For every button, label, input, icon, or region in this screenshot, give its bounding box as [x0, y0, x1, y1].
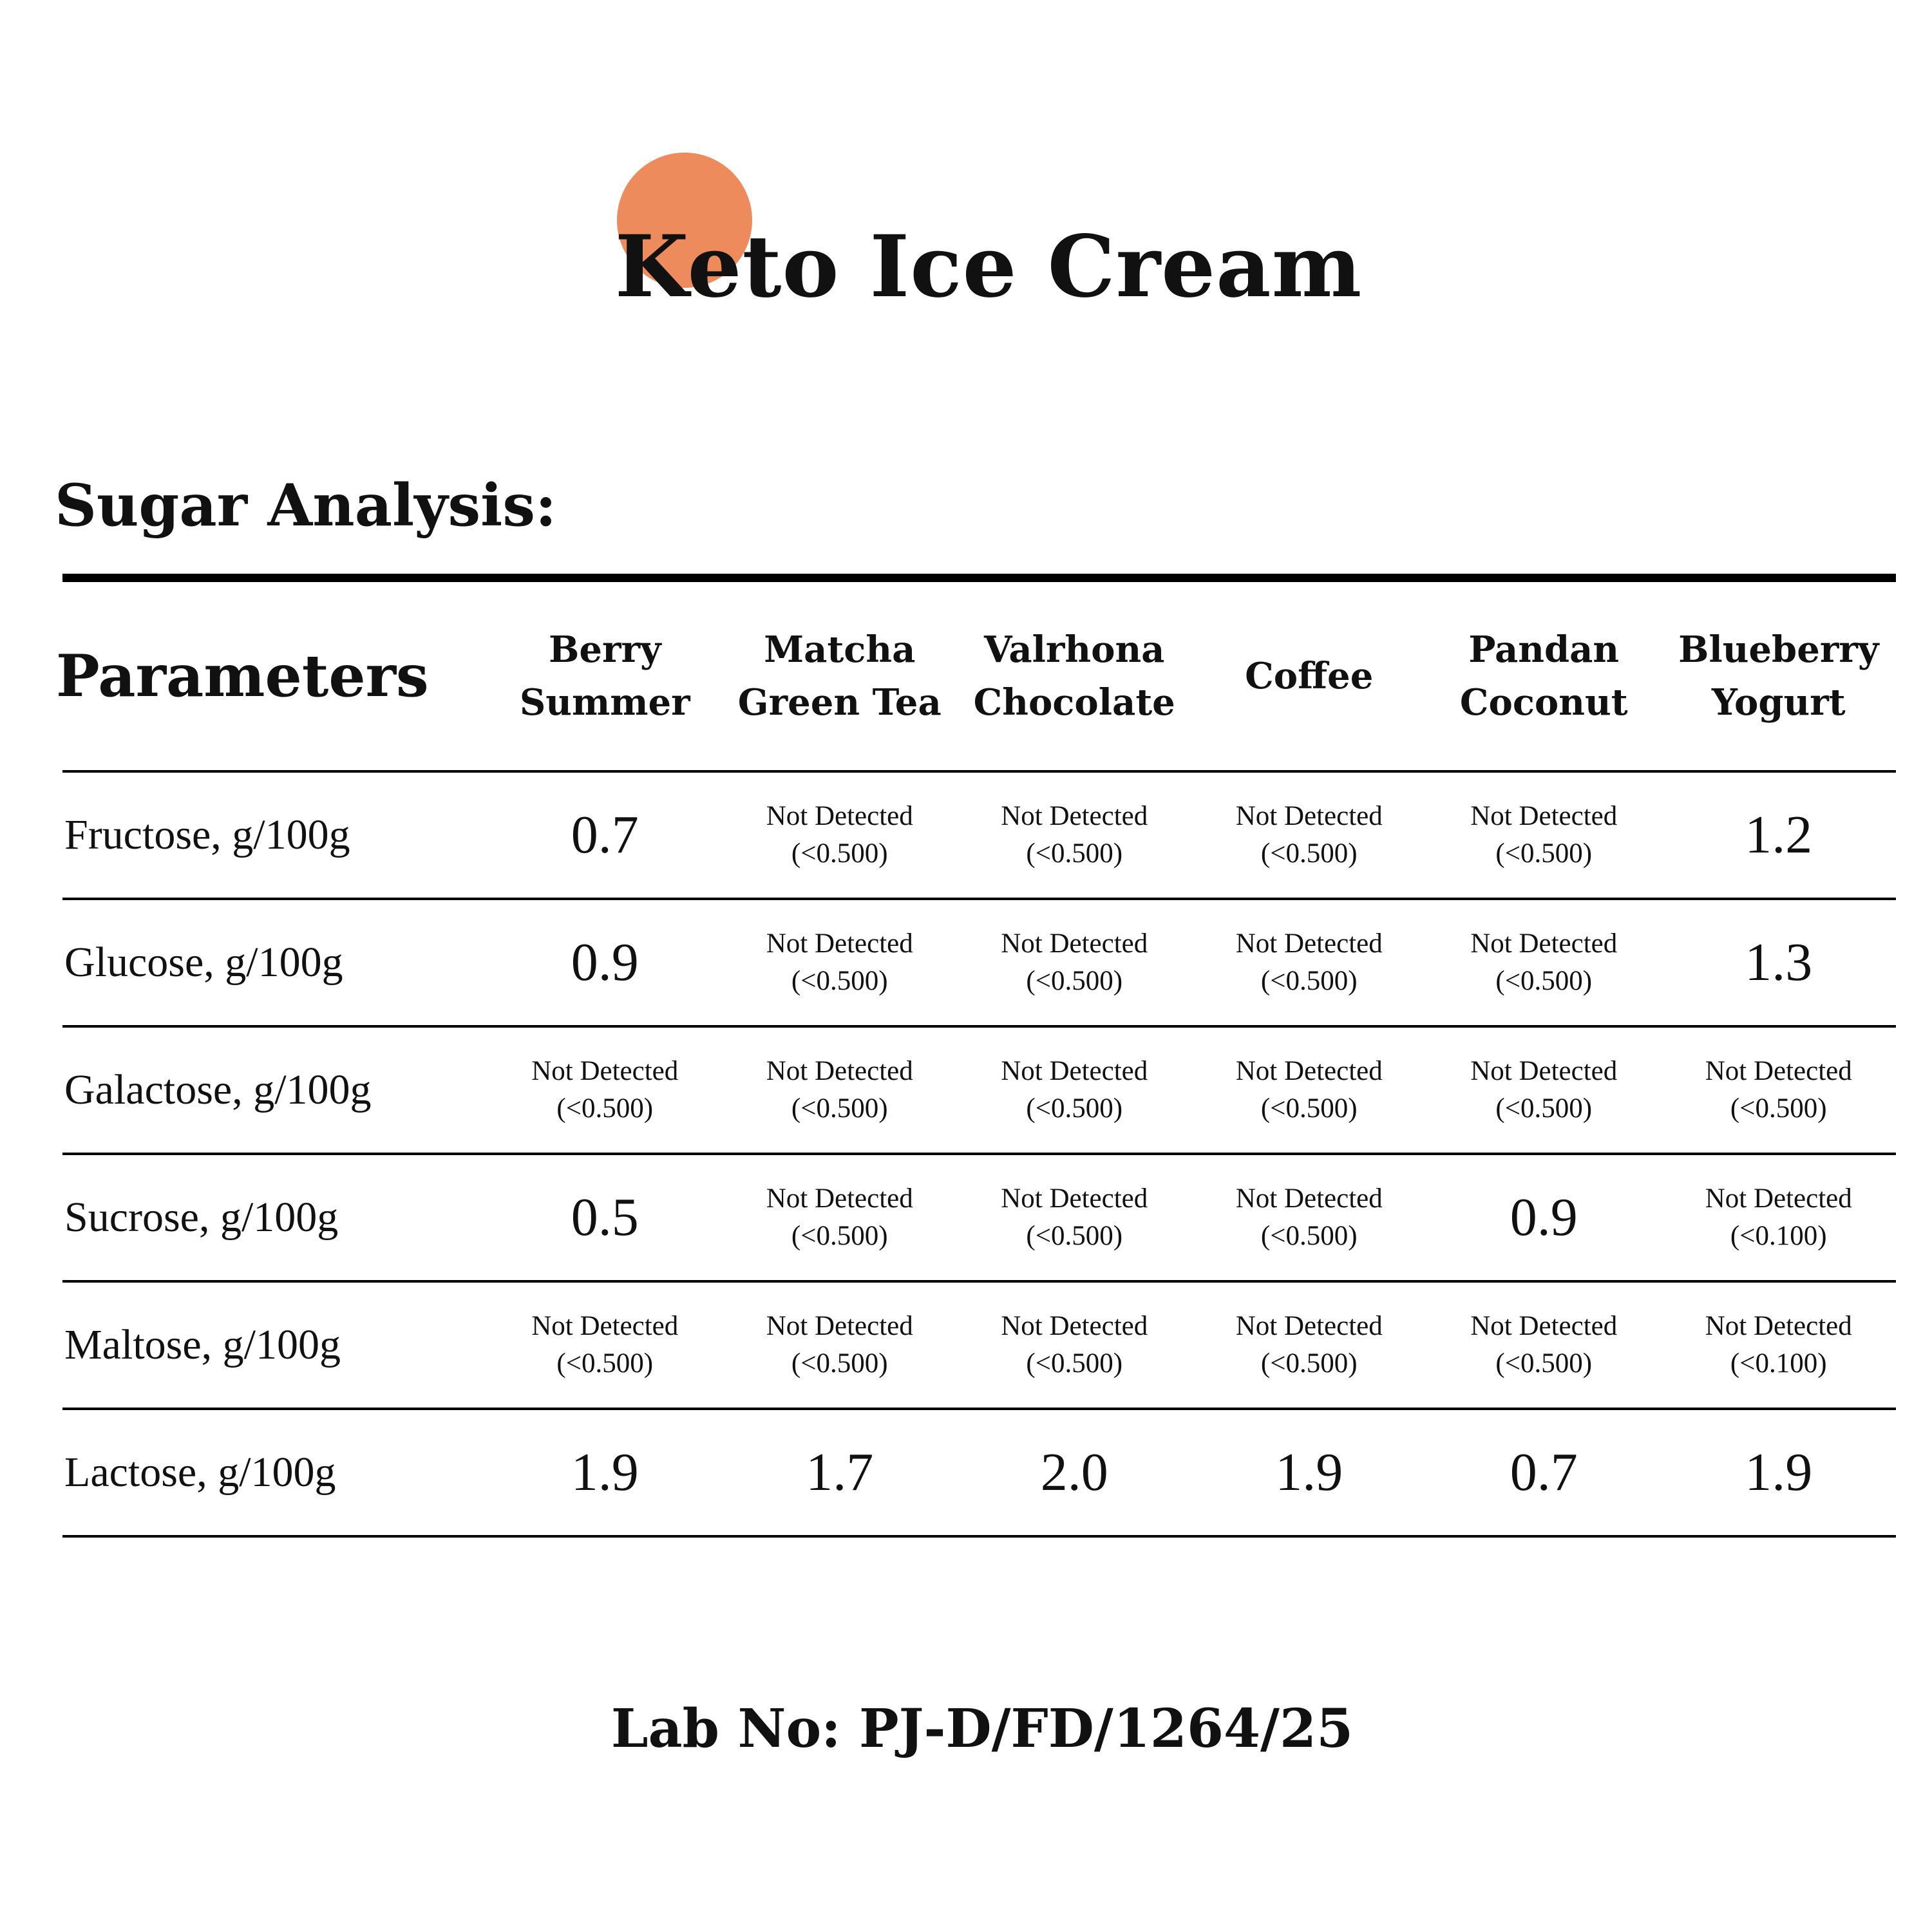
table-row	[62, 900, 1896, 1028]
table-header-row	[56, 582, 1896, 773]
table-row	[62, 1283, 1896, 1410]
param-cell	[62, 1447, 488, 1498]
section-heading: Sugar Analysis:	[55, 471, 557, 540]
table-row	[62, 1155, 1896, 1283]
not-detected-value: Not Detected (<0.500)	[1235, 801, 1383, 869]
column-header-cell	[488, 623, 723, 729]
measured-value: 1.3	[1745, 932, 1813, 992]
value-cell	[957, 1180, 1192, 1255]
value-cell	[1192, 1180, 1427, 1255]
not-detected-value: Not Detected (<0.100)	[1705, 1311, 1852, 1379]
not-detected-value: Not Detected (<0.500)	[766, 801, 913, 869]
not-detected-value: Not Detected (<0.500)	[531, 1311, 679, 1379]
measured-value: 1.2	[1745, 805, 1813, 865]
measured-value: 1.9	[571, 1442, 639, 1502]
value-cell	[723, 1053, 958, 1127]
param-cell	[62, 1064, 488, 1116]
page-title: Keto Ice Cream	[614, 217, 1363, 317]
not-detected-value: Not Detected (<0.500)	[1470, 801, 1618, 869]
not-detected-value: Not Detected (<0.500)	[1001, 1183, 1148, 1251]
not-detected-value: Not Detected (<0.500)	[1001, 928, 1148, 996]
measured-value: 0.7	[571, 805, 639, 865]
param-label: Fructose, g/100g	[64, 811, 350, 858]
param-header: Parameters	[56, 642, 429, 710]
param-label: Glucose, g/100g	[64, 939, 343, 986]
value-cell	[723, 1308, 958, 1382]
param-label: Sucrose, g/100g	[64, 1194, 339, 1241]
measured-value: 1.9	[1275, 1442, 1343, 1502]
value-cell	[1662, 804, 1897, 866]
value-cell	[957, 798, 1192, 872]
value-cell	[488, 804, 723, 866]
table-row	[62, 773, 1896, 900]
column-header: Berry Summer	[519, 628, 690, 724]
not-detected-value: Not Detected (<0.500)	[766, 1311, 913, 1379]
value-cell	[1426, 1053, 1662, 1127]
param-cell	[62, 1192, 488, 1243]
value-cell	[1426, 1187, 1662, 1248]
column-header-cell	[1192, 650, 1427, 702]
measured-value: 2.0	[1040, 1442, 1108, 1502]
column-header: Pandan Coconut	[1459, 628, 1628, 724]
value-cell	[723, 1180, 958, 1255]
param-cell	[62, 1319, 488, 1371]
value-cell	[488, 1308, 723, 1382]
value-cell	[488, 1442, 723, 1503]
value-cell	[723, 798, 958, 872]
not-detected-value: Not Detected (<0.500)	[766, 928, 913, 996]
not-detected-value: Not Detected (<0.500)	[766, 1183, 913, 1251]
column-header: Blueberry Yogurt	[1678, 628, 1879, 724]
not-detected-value: Not Detected (<0.500)	[1235, 928, 1383, 996]
value-cell	[1426, 1442, 1662, 1503]
value-cell	[1426, 798, 1662, 872]
table-row	[62, 1028, 1896, 1155]
not-detected-value: Not Detected (<0.100)	[1705, 1183, 1852, 1251]
table-body	[62, 773, 1896, 1538]
value-cell	[1192, 925, 1427, 1000]
value-cell	[1426, 925, 1662, 1000]
column-header: Coffee	[1245, 655, 1374, 697]
value-cell	[723, 925, 958, 1000]
value-cell	[1662, 932, 1897, 994]
param-cell	[62, 937, 488, 988]
table-row	[62, 1410, 1896, 1538]
column-header-cell	[723, 623, 958, 729]
not-detected-value: Not Detected (<0.500)	[531, 1056, 679, 1124]
param-cell	[62, 809, 488, 861]
not-detected-value: Not Detected (<0.500)	[1235, 1056, 1383, 1124]
lab-number: Lab No: PJ-D/FD/1264/25	[611, 1698, 1354, 1760]
column-header: Matcha Green Tea	[737, 628, 942, 724]
value-cell	[723, 1442, 958, 1503]
value-cell	[957, 1308, 1192, 1382]
value-cell	[1662, 1442, 1897, 1503]
measured-value: 0.7	[1510, 1442, 1578, 1502]
measured-value: 1.7	[806, 1442, 874, 1502]
not-detected-value: Not Detected (<0.500)	[1470, 1056, 1618, 1124]
column-header-cell	[957, 623, 1192, 729]
value-cell	[1426, 1308, 1662, 1382]
not-detected-value: Not Detected (<0.500)	[766, 1056, 913, 1124]
not-detected-value: Not Detected (<0.500)	[1001, 1056, 1148, 1124]
not-detected-value: Not Detected (<0.500)	[1001, 1311, 1148, 1379]
value-cell	[957, 1053, 1192, 1127]
column-header-cell	[1662, 623, 1897, 729]
sugar-analysis-table	[56, 582, 1896, 1538]
value-cell	[488, 1053, 723, 1127]
value-cell	[1662, 1053, 1897, 1127]
param-header-cell	[56, 641, 488, 711]
not-detected-value: Not Detected (<0.500)	[1470, 1311, 1618, 1379]
measured-value: 0.9	[571, 932, 639, 992]
value-cell	[1192, 1442, 1427, 1503]
measured-value: 1.9	[1745, 1442, 1813, 1502]
not-detected-value: Not Detected (<0.500)	[1235, 1311, 1383, 1379]
column-header-cell	[1426, 623, 1662, 729]
value-cell	[957, 1442, 1192, 1503]
heading-divider	[62, 574, 1896, 582]
not-detected-value: Not Detected (<0.500)	[1470, 928, 1618, 996]
value-cell	[957, 925, 1192, 1000]
column-header: Valrhona Chocolate	[973, 628, 1175, 724]
param-label: Galactose, g/100g	[64, 1066, 372, 1113]
not-detected-value: Not Detected (<0.500)	[1001, 801, 1148, 869]
measured-value: 0.9	[1510, 1187, 1578, 1247]
not-detected-value: Not Detected (<0.500)	[1235, 1183, 1383, 1251]
value-cell	[1662, 1180, 1897, 1255]
not-detected-value: Not Detected (<0.500)	[1705, 1056, 1852, 1124]
param-label: Lactose, g/100g	[64, 1449, 336, 1496]
measured-value: 0.5	[571, 1187, 639, 1247]
param-label: Maltose, g/100g	[64, 1321, 341, 1368]
value-cell	[488, 1187, 723, 1248]
value-cell	[1662, 1308, 1897, 1382]
value-cell	[1192, 798, 1427, 872]
value-cell	[1192, 1053, 1427, 1127]
value-cell	[1192, 1308, 1427, 1382]
value-cell	[488, 932, 723, 994]
